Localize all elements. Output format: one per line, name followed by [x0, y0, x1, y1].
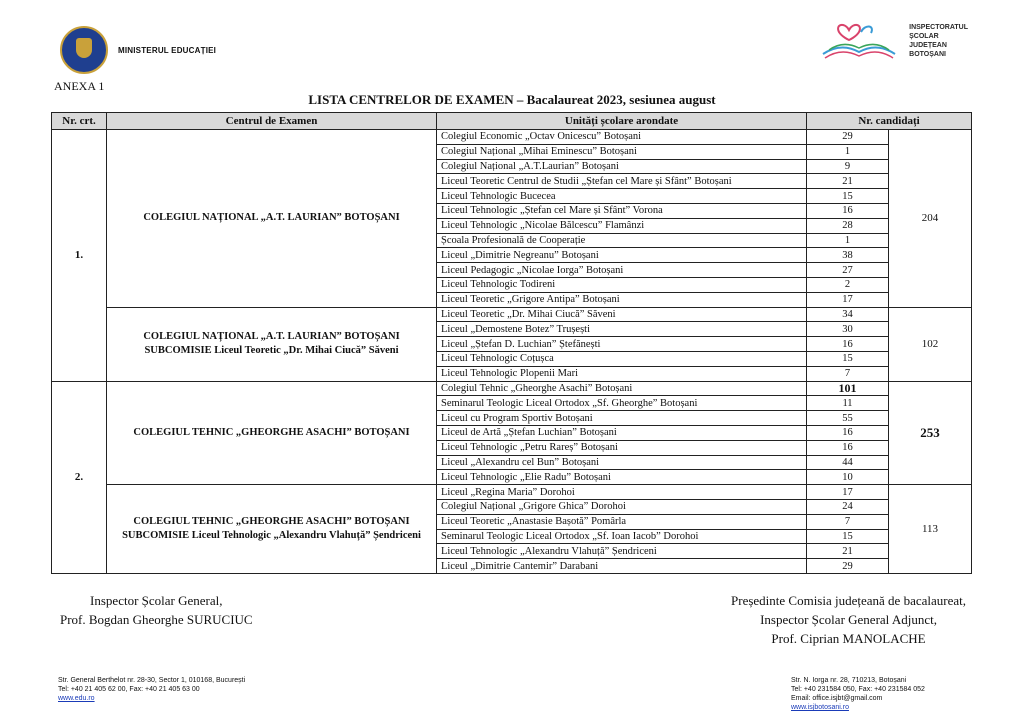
school-name: Liceul Tehnologic „Ștefan cel Mare și Sfânt” Vorona [437, 203, 807, 218]
school-name: Liceul „Demostene Botez” Trușești [437, 322, 807, 337]
header-centre: Centrul de Examen [107, 113, 437, 130]
school-name: Liceul „Alexandru cel Bun” Botoșani [437, 455, 807, 470]
isj-website-link[interactable]: www.isjbotosani.ro [791, 704, 849, 711]
school-candidates: 24 [807, 499, 889, 514]
school-candidates: 7 [807, 366, 889, 381]
page-title: LISTA CENTRELOR DE EXAMEN – Bacalaureat 2023, sesiunea august [308, 92, 716, 107]
school-candidates: 15 [807, 189, 889, 204]
table-row [52, 307, 972, 322]
ministry-header [60, 26, 216, 74]
school-candidates: 2 [807, 277, 889, 292]
header-schools: Unități școlare arondate [437, 113, 807, 130]
school-candidates: 28 [807, 218, 889, 233]
school-name: Colegiul Economic „Octav Onicescu” Botoșani [437, 130, 807, 145]
isj-name: INSPECTORATUL ȘCOLAR JUDEȚEAN BOTOȘANI [909, 24, 968, 58]
school-name: Colegiul Național „Mihai Eminescu” Botoșani [437, 144, 807, 159]
exam-centre-name: COLEGIUL TEHNIC „GHEORGHE ASACHI” BOTOȘANI [107, 381, 437, 485]
school-candidates: 27 [807, 263, 889, 278]
header-nr: Nr. crt. [52, 113, 107, 130]
annex-label: ANEXA 1 [54, 79, 105, 93]
school-name: Școala Profesională de Cooperație [437, 233, 807, 248]
centre-total-candidates: 102 [889, 307, 972, 381]
romania-coat-of-arms-icon [60, 26, 108, 74]
school-candidates: 38 [807, 248, 889, 263]
school-candidates: 1 [807, 144, 889, 159]
header-candidates: Nr. candidați [807, 113, 972, 130]
school-name: Liceul Tehnologic Plopenii Mari [437, 366, 807, 381]
school-candidates: 16 [807, 203, 889, 218]
signature-left: Inspector Școlar General, Prof. Bogdan Gheorghe SURUCIUC [60, 593, 253, 627]
table-row [52, 485, 972, 500]
centre-total-candidates: 204 [889, 130, 972, 308]
school-name: Seminarul Teologic Liceal Ortodox „Sf. Ioan Iacob” Dorohoi [437, 529, 807, 544]
footer-ministry-address: Str. General Berthelot nr. 28-30, Sector 1, 010168, București Tel: +40 21 405 62 00, Fax: +40 21 405 63 00 www.edu.ro [58, 677, 246, 702]
isj-header [817, 20, 968, 62]
school-candidates: 16 [807, 337, 889, 352]
school-name: Liceul Tehnologic „Alexandru Vlahuță” Șendriceni [437, 544, 807, 559]
school-name: Colegiul Național „Grigore Ghica” Dorohoi [437, 499, 807, 514]
school-name: Liceul „Ștefan D. Luchian” Ștefănești [437, 337, 807, 352]
school-candidates: 15 [807, 529, 889, 544]
school-candidates: 30 [807, 322, 889, 337]
school-candidates: 10 [807, 470, 889, 485]
school-candidates: 101 [807, 381, 889, 396]
table-header-row [52, 113, 972, 130]
group-number: 1. [52, 130, 107, 382]
school-candidates: 16 [807, 440, 889, 455]
school-name: Liceul „Regina Maria” Dorohoi [437, 485, 807, 500]
table-row [52, 130, 972, 145]
school-candidates: 17 [807, 292, 889, 307]
school-name: Liceul Tehnologic Todireni [437, 277, 807, 292]
school-name: Liceul Tehnologic „Petru Rareș” Botoșani [437, 440, 807, 455]
school-candidates: 15 [807, 351, 889, 366]
table-row [52, 381, 972, 396]
ministry-website-link[interactable]: www.edu.ro [58, 695, 95, 702]
school-name: Colegiul Tehnic „Gheorghe Asachi” Botoșani [437, 381, 807, 396]
centre-total-candidates: 253 [889, 381, 972, 485]
school-candidates: 9 [807, 159, 889, 174]
footer-isj-address: Str. N. Iorga nr. 28, 710213, Botoșani Tel: +40 231584 050, Fax: +40 231584 052 Email: office.isjbt@gmail.com www.isjbotosani.ro [791, 677, 925, 711]
school-candidates: 34 [807, 307, 889, 322]
school-name: Liceul Teoretic „Dr. Mihai Ciucă” Săveni [437, 307, 807, 322]
school-name: Liceul Tehnologic „Nicolae Bălcescu” Flamânzi [437, 218, 807, 233]
exam-centre-name: COLEGIUL NAȚIONAL „A.T. LAURIAN” BOTOȘANI SUBCOMISIE Liceul Teoretic „Dr. Mihai Ciucă” Săveni [107, 307, 437, 381]
school-name: Liceul Teoretic „Grigore Antipa” Botoșani [437, 292, 807, 307]
school-name: Liceul „Dimitrie Cantemir” Darabani [437, 559, 807, 574]
signature-right: Președinte Comisia județeană de bacalaureat, Inspector Școlar General Adjunct, Prof. Ciprian MANOLACHE [731, 593, 966, 646]
ministry-name: MINISTERUL EDUCAȚIEI [118, 45, 217, 55]
school-candidates: 55 [807, 411, 889, 426]
school-name: Liceul Teoretic Centrul de Studii „Ștefan cel Mare și Sfânt” Botoșani [437, 174, 807, 189]
school-name: Liceul Tehnologic „Elie Radu” Botoșani [437, 470, 807, 485]
isj-book-logo-icon [817, 20, 901, 62]
exam-centres-table [51, 112, 972, 574]
school-candidates: 29 [807, 130, 889, 145]
table-body [52, 130, 972, 574]
school-candidates: 7 [807, 514, 889, 529]
school-candidates: 16 [807, 425, 889, 440]
school-name: Seminarul Teologic Liceal Ortodox „Sf. Gheorghe” Botoșani [437, 396, 807, 411]
school-candidates: 1 [807, 233, 889, 248]
exam-centre-name: COLEGIUL NAȚIONAL „A.T. LAURIAN” BOTOȘANI [107, 130, 437, 308]
school-name: Liceul Pedagogic „Nicolae Iorga” Botoșani [437, 263, 807, 278]
school-name: Liceul „Dimitrie Negreanu” Botoșani [437, 248, 807, 263]
school-candidates: 21 [807, 544, 889, 559]
centre-total-candidates: 113 [889, 485, 972, 574]
exam-centre-name: COLEGIUL TEHNIC „GHEORGHE ASACHI” BOTOȘANI SUBCOMISIE Liceul Tehnologic „Alexandru Vlahuță” Șendriceni [107, 485, 437, 574]
school-name: Liceul de Artă „Ștefan Luchian” Botoșani [437, 425, 807, 440]
school-candidates: 11 [807, 396, 889, 411]
school-name: Liceul Tehnologic Coțușca [437, 351, 807, 366]
school-candidates: 29 [807, 559, 889, 574]
school-name: Colegiul Național „A.T.Laurian” Botoșani [437, 159, 807, 174]
school-candidates: 17 [807, 485, 889, 500]
school-name: Liceul Teoretic „Anastasie Bașotă” Pomârla [437, 514, 807, 529]
school-name: Liceul Tehnologic Bucecea [437, 189, 807, 204]
school-name: Liceul cu Program Sportiv Botoșani [437, 411, 807, 426]
school-candidates: 21 [807, 174, 889, 189]
group-number: 2. [52, 381, 107, 573]
school-candidates: 44 [807, 455, 889, 470]
